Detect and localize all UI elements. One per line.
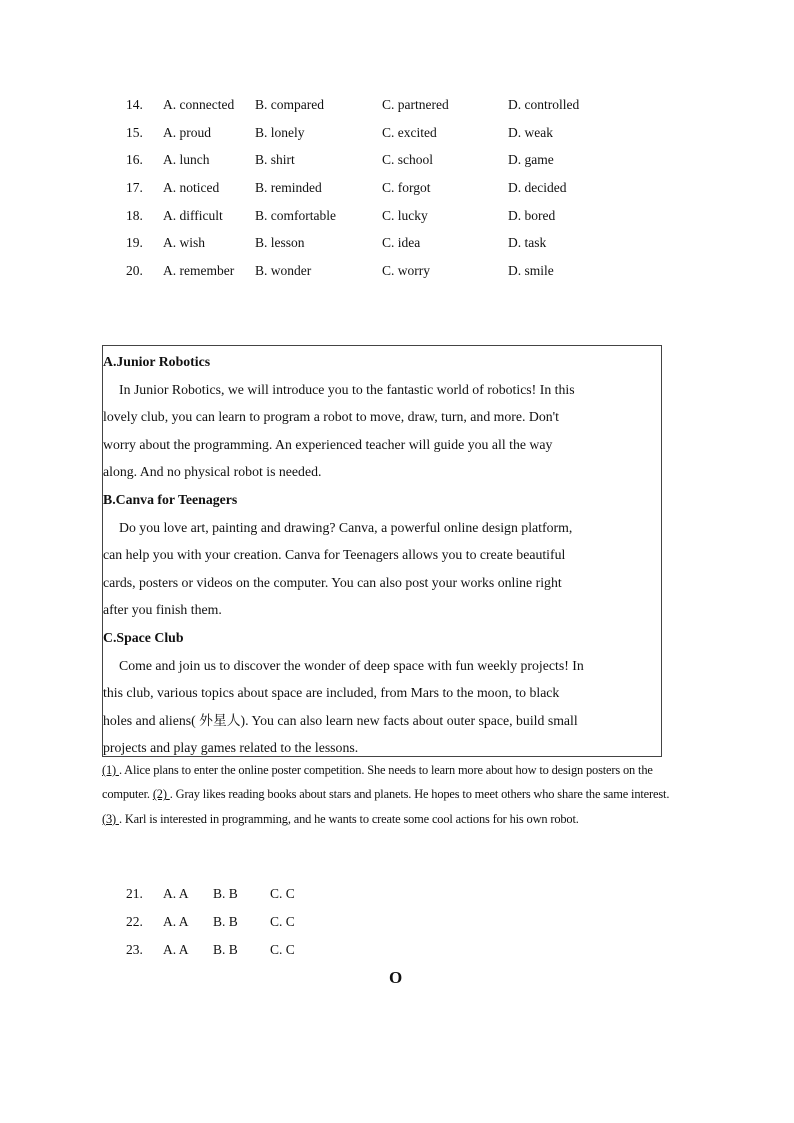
option-c: C. worry: [382, 263, 430, 278]
passage-text-3: . Karl is interested in programming, and he wants to create some cool actions for his own robot.: [118, 811, 579, 826]
club-c-line: projects and play games related to the lessons.: [103, 740, 359, 756]
option-a: A. connected: [163, 97, 235, 112]
club-a-line: along. And no physical robot is needed.: [103, 464, 322, 480]
option-c: C. forgot: [382, 180, 431, 195]
option-b: B. wonder: [255, 263, 312, 278]
blank-3: (3): [102, 811, 119, 826]
club-c-line: holes and aliens( 外星人). You can also learn new facts about outer space, build small: [103, 712, 578, 728]
option-b: B. B: [213, 942, 238, 957]
club-b-line: Do you love art, painting and drawing? Canva, a powerful online design platform,: [119, 519, 573, 535]
club-a-title: A.Junior Robotics: [103, 354, 211, 369]
option-d: D. game: [508, 152, 554, 167]
blank-1: (1): [102, 763, 119, 777]
question-number: 21.: [126, 886, 143, 901]
page-mark: O: [389, 968, 403, 987]
club-b-line: cards, posters or videos on the computer. You can also post your works online right: [103, 574, 562, 590]
option-b: B. comfortable: [255, 208, 336, 223]
option-a: A. wish: [163, 235, 206, 250]
option-a: A. lunch: [163, 152, 210, 167]
option-c: C. partnered: [382, 97, 449, 112]
club-b-line: can help you with your creation. Canva for Teenagers allows you to create beautiful: [103, 547, 566, 563]
question-number: 19.: [126, 235, 143, 250]
option-d: D. bored: [508, 208, 556, 223]
question-number: 22.: [126, 914, 143, 929]
club-c-title: C.Space Club: [103, 629, 184, 645]
club-a-line: lovely club, you can learn to program a robot to move, draw, turn, and more. Don't: [103, 409, 559, 425]
option-d: D. smile: [508, 263, 554, 278]
option-c: C. C: [270, 886, 295, 901]
option-b: B. lesson: [255, 235, 305, 250]
option-c: C. lucky: [382, 208, 428, 223]
question-number: 16.: [126, 152, 143, 167]
option-a: A. A: [163, 914, 189, 929]
clubs-box: [102, 345, 662, 757]
blank-2: (2): [152, 787, 170, 802]
option-c: C. C: [270, 914, 295, 929]
option-b: B. reminded: [255, 180, 322, 195]
option-b: B. B: [213, 914, 238, 929]
option-c: C. idea: [382, 235, 421, 250]
option-c: C. excited: [382, 125, 437, 140]
option-b: B. lonely: [255, 125, 305, 140]
question-number: 15.: [126, 125, 143, 140]
option-b: B. compared: [255, 97, 324, 112]
option-b: B. shirt: [255, 152, 295, 167]
option-a: A. difficult: [163, 208, 223, 223]
question-number: 17.: [126, 180, 143, 195]
option-a: A. A: [163, 886, 189, 901]
option-d: D. decided: [508, 180, 567, 195]
option-d: D. task: [508, 235, 547, 250]
question-number: 23.: [126, 942, 143, 957]
club-c-line: Come and join us to discover the wonder of deep space with fun weekly projects! In: [119, 657, 584, 673]
option-b: B. B: [213, 886, 238, 901]
club-b-line: after you finish them.: [103, 602, 222, 618]
option-a: A. A: [163, 942, 189, 957]
option-c: C. school: [382, 152, 434, 167]
matching-passage: [102, 758, 682, 831]
question-number: 20.: [126, 263, 143, 278]
question-number: 18.: [126, 208, 143, 223]
club-b-title: B.Canva for Teenagers: [103, 491, 238, 507]
club-a-line: In Junior Robotics, we will introduce you to the fantastic world of robotics! In this: [119, 381, 575, 397]
option-a: A. proud: [163, 125, 211, 140]
passage-text-1: . Alice plans to enter the online poster competition. She needs to learn more about how to design posters on the computer.: [102, 763, 653, 802]
club-a-line: worry about the programming. An experienced teacher will guide you all the way: [103, 436, 553, 452]
option-d: D. controlled: [508, 97, 580, 112]
option-c: C. C: [270, 942, 295, 957]
option-d: D. weak: [508, 125, 553, 140]
club-c-line: this club, various topics about space are included, from Mars to the moon, to black: [103, 685, 560, 701]
option-a: A. noticed: [163, 180, 220, 195]
passage-text-2: . Gray likes reading books about stars and planets. He hopes to meet others who share the same interest.: [169, 787, 670, 802]
option-a: A. remember: [163, 263, 235, 278]
question-number: 14.: [126, 97, 143, 112]
